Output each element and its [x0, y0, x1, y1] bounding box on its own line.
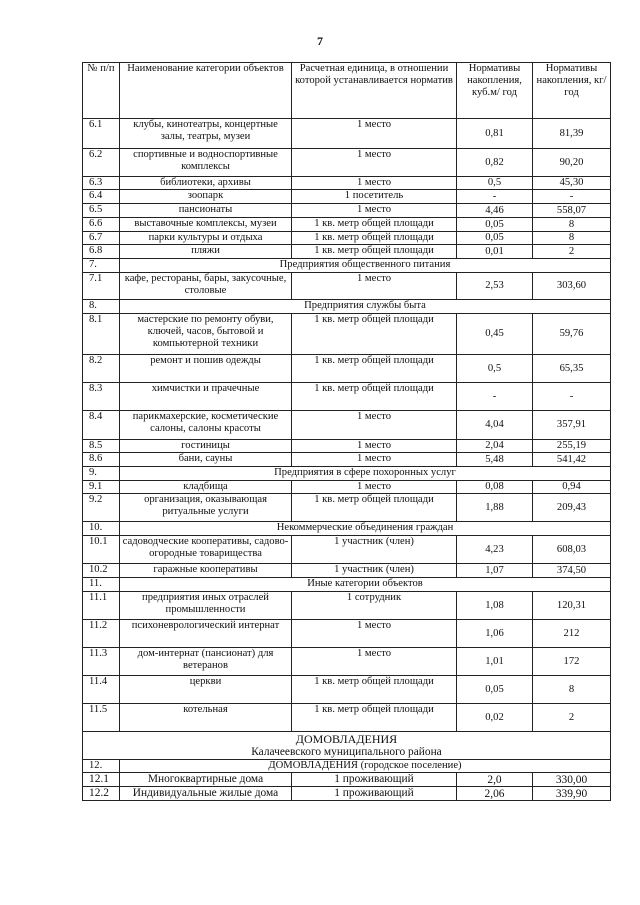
- row-number: 6.3: [83, 177, 120, 190]
- calc-unit: 1 место: [292, 204, 457, 218]
- norm-volume: 2,04: [457, 440, 533, 453]
- calc-unit: 1 место: [292, 273, 457, 300]
- table-row: [83, 536, 611, 564]
- norm-mass: 120,31: [533, 592, 611, 620]
- category-name: садоводческие кооперативы, садово-огородные товарищества: [120, 536, 292, 564]
- row-number: 8.2: [83, 355, 120, 383]
- norm-mass: 172: [533, 648, 611, 676]
- category-name: парикмахерские, косметические салоны, салоны красоты: [120, 411, 292, 440]
- norm-mass: 2: [533, 704, 611, 732]
- table-body: [83, 119, 611, 801]
- calc-unit: 1 место: [292, 119, 457, 149]
- table-row: [83, 648, 611, 676]
- row-number: 6.5: [83, 204, 120, 218]
- banner-title: ДОМОВЛАДЕНИЯ: [295, 732, 398, 746]
- norm-mass: 339,90: [533, 787, 611, 801]
- calc-unit: 1 проживающий: [292, 787, 457, 801]
- norm-volume: 0,05: [457, 232, 533, 245]
- row-number: 10.2: [83, 564, 120, 578]
- norm-mass: 0,94: [533, 481, 611, 494]
- norm-volume: 0,82: [457, 149, 533, 177]
- header-num: № п/п: [83, 63, 120, 119]
- norm-mass: 8: [533, 218, 611, 232]
- banner-cell: [83, 732, 611, 760]
- norm-volume: 0,05: [457, 218, 533, 232]
- norm-volume: 0,45: [457, 314, 533, 355]
- category-name: церкви: [120, 676, 292, 704]
- category-name: пляжи: [120, 245, 292, 259]
- norm-volume: 1,08: [457, 592, 533, 620]
- category-name: спортивные и водноспортивные комплексы: [120, 149, 292, 177]
- category-name: клубы, кинотеатры, концертные залы, театры, музеи: [120, 119, 292, 149]
- category-name: ремонт и пошив одежды: [120, 355, 292, 383]
- table-row: [83, 440, 611, 453]
- category-name: выставочные комплексы, музеи: [120, 218, 292, 232]
- table-row: [83, 411, 611, 440]
- calc-unit: 1 кв. метр общей площади: [292, 314, 457, 355]
- row-number: 11.3: [83, 648, 120, 676]
- section-number: 12.: [83, 760, 120, 773]
- section-title: Иные категории объектов: [120, 578, 611, 592]
- row-number: 9.1: [83, 481, 120, 494]
- section-title: Предприятия службы быта: [120, 300, 611, 314]
- calc-unit: 1 кв. метр общей площади: [292, 704, 457, 732]
- norm-mass: 541,42: [533, 453, 611, 467]
- norm-mass: 212: [533, 620, 611, 648]
- table-row: [83, 676, 611, 704]
- section-title: Предприятия в сфере похоронных услуг: [120, 467, 611, 481]
- calc-unit: 1 место: [292, 453, 457, 467]
- row-number: 6.4: [83, 190, 120, 204]
- norm-mass: 8: [533, 676, 611, 704]
- calc-unit: 1 место: [292, 411, 457, 440]
- row-number: 9.2: [83, 494, 120, 522]
- category-name: мастерские по ремонту обуви, ключей, часов, бытовой и компьютерной техники: [120, 314, 292, 355]
- norm-volume: 0,08: [457, 481, 533, 494]
- category-name: бани, сауны: [120, 453, 292, 467]
- table-row: [83, 204, 611, 218]
- table-row: [83, 773, 611, 787]
- header-unit: Расчетная единица, в отношении которой устанавливается норматив: [292, 63, 457, 119]
- banner-row: [83, 732, 611, 760]
- category-name: котельная: [120, 704, 292, 732]
- calc-unit: 1 сотрудник: [292, 592, 457, 620]
- table-row: [83, 481, 611, 494]
- section-number: 7.: [83, 259, 120, 273]
- calc-unit: 1 место: [292, 648, 457, 676]
- calc-unit: 1 кв. метр общей площади: [292, 245, 457, 259]
- category-name: Многоквартирные дома: [120, 773, 292, 787]
- row-number: 7.1: [83, 273, 120, 300]
- table-row: [83, 190, 611, 204]
- section-number: 9.: [83, 467, 120, 481]
- row-number: 8.1: [83, 314, 120, 355]
- row-number: 8.4: [83, 411, 120, 440]
- calc-unit: 1 проживающий: [292, 773, 457, 787]
- norm-mass: 65,35: [533, 355, 611, 383]
- calc-unit: 1 участник (член): [292, 564, 457, 578]
- banner-subtitle: Калачеевского муниципального района: [251, 746, 442, 758]
- table-row: [83, 787, 611, 801]
- calc-unit: 1 место: [292, 177, 457, 190]
- calc-unit: 1 кв. метр общей площади: [292, 383, 457, 411]
- table-row: [83, 119, 611, 149]
- norm-volume: 4,04: [457, 411, 533, 440]
- norm-mass: -: [533, 190, 611, 204]
- norm-volume: 0,02: [457, 704, 533, 732]
- section-row: [83, 578, 611, 592]
- page-number: 7: [317, 34, 323, 48]
- section-row: [83, 300, 611, 314]
- table-row: [83, 314, 611, 355]
- calc-unit: 1 кв. метр общей площади: [292, 494, 457, 522]
- table-row: [83, 620, 611, 648]
- section-title: ДОМОВЛАДЕНИЯ (городское поселение): [120, 760, 611, 773]
- calc-unit: 1 место: [292, 440, 457, 453]
- calc-unit: 1 место: [292, 620, 457, 648]
- table-header-row: [83, 63, 611, 119]
- row-number: 11.4: [83, 676, 120, 704]
- row-number: 10.1: [83, 536, 120, 564]
- norm-volume: 0,01: [457, 245, 533, 259]
- table-row: [83, 494, 611, 522]
- row-number: 6.6: [83, 218, 120, 232]
- norm-mass: 81,39: [533, 119, 611, 149]
- section-row: [83, 467, 611, 481]
- category-name: зоопарк: [120, 190, 292, 204]
- norm-mass: 608,03: [533, 536, 611, 564]
- category-name: предприятия иных отраслей промышленности: [120, 592, 292, 620]
- category-name: организация, оказывающая ритуальные услуги: [120, 494, 292, 522]
- norm-mass: 2: [533, 245, 611, 259]
- norm-mass: 558,07: [533, 204, 611, 218]
- norm-volume: 1,01: [457, 648, 533, 676]
- norm-volume: 4,46: [457, 204, 533, 218]
- norm-mass: 8: [533, 232, 611, 245]
- norm-mass: 90,20: [533, 149, 611, 177]
- norm-mass: 303,60: [533, 273, 611, 300]
- norm-volume: 0,5: [457, 177, 533, 190]
- table-row: [83, 273, 611, 300]
- header-volume: Нормативы накопления, куб.м/ год: [457, 63, 533, 119]
- category-name: библиотеки, архивы: [120, 177, 292, 190]
- category-name: гаражные кооперативы: [120, 564, 292, 578]
- calc-unit: 1 кв. метр общей площади: [292, 676, 457, 704]
- section-title: Некоммерческие объединения граждан: [120, 522, 611, 536]
- section-number: 8.: [83, 300, 120, 314]
- category-name: психоневрологический интернат: [120, 620, 292, 648]
- table-row: [83, 592, 611, 620]
- section-number: 10.: [83, 522, 120, 536]
- row-number: 12.1: [83, 773, 120, 787]
- category-name: дом-интернат (пансионат) для ветеранов: [120, 648, 292, 676]
- table-row: [83, 149, 611, 177]
- table-row: [83, 218, 611, 232]
- norm-mass: 59,76: [533, 314, 611, 355]
- row-number: 6.8: [83, 245, 120, 259]
- norm-volume: 2,0: [457, 773, 533, 787]
- header-mass: Нормативы накопления, кг/ год: [533, 63, 611, 119]
- header-name: Наименование категории объектов: [120, 63, 292, 119]
- waste-norms-table: [82, 62, 611, 801]
- section-row: [83, 522, 611, 536]
- norm-volume: 0,05: [457, 676, 533, 704]
- calc-unit: 1 кв. метр общей площади: [292, 218, 457, 232]
- section-row: [83, 760, 611, 773]
- table-row: [83, 383, 611, 411]
- category-name: гостиницы: [120, 440, 292, 453]
- section-row: [83, 259, 611, 273]
- category-name: кафе, рестораны, бары, закусочные, столовые: [120, 273, 292, 300]
- row-number: 11.2: [83, 620, 120, 648]
- calc-unit: 1 место: [292, 481, 457, 494]
- table-row: [83, 245, 611, 259]
- norm-volume: -: [457, 383, 533, 411]
- category-name: Индивидуальные жилые дома: [120, 787, 292, 801]
- norm-mass: 330,00: [533, 773, 611, 787]
- norm-mass: -: [533, 383, 611, 411]
- calc-unit: 1 кв. метр общей площади: [292, 355, 457, 383]
- category-name: химчистки и прачечные: [120, 383, 292, 411]
- norm-volume: 1,06: [457, 620, 533, 648]
- row-number: 12.2: [83, 787, 120, 801]
- category-name: пансионаты: [120, 204, 292, 218]
- table-row: [83, 232, 611, 245]
- table-row: [83, 453, 611, 467]
- row-number: 11.5: [83, 704, 120, 732]
- row-number: 8.6: [83, 453, 120, 467]
- norm-mass: 209,43: [533, 494, 611, 522]
- category-name: парки культуры и отдыха: [120, 232, 292, 245]
- norm-volume: 1,88: [457, 494, 533, 522]
- norm-volume: 0,5: [457, 355, 533, 383]
- calc-unit: 1 место: [292, 149, 457, 177]
- calc-unit: 1 участник (член): [292, 536, 457, 564]
- norm-volume: 2,53: [457, 273, 533, 300]
- row-number: 8.3: [83, 383, 120, 411]
- row-number: 6.2: [83, 149, 120, 177]
- norm-mass: 45,30: [533, 177, 611, 190]
- norm-volume: 0,81: [457, 119, 533, 149]
- norm-volume: 1,07: [457, 564, 533, 578]
- row-number: 6.1: [83, 119, 120, 149]
- row-number: 8.5: [83, 440, 120, 453]
- table-row: [83, 355, 611, 383]
- norm-mass: 357,91: [533, 411, 611, 440]
- norm-mass: 255,19: [533, 440, 611, 453]
- category-name: кладбища: [120, 481, 292, 494]
- table-row: [83, 177, 611, 190]
- norm-volume: 2,06: [457, 787, 533, 801]
- norm-volume: 4,23: [457, 536, 533, 564]
- norm-mass: 374,50: [533, 564, 611, 578]
- row-number: 6.7: [83, 232, 120, 245]
- calc-unit: 1 посетитель: [292, 190, 457, 204]
- section-title: Предприятия общественного питания: [120, 259, 611, 273]
- table-row: [83, 564, 611, 578]
- section-number: 11.: [83, 578, 120, 592]
- calc-unit: 1 кв. метр общей площади: [292, 232, 457, 245]
- row-number: 11.1: [83, 592, 120, 620]
- norm-volume: -: [457, 190, 533, 204]
- norm-volume: 5,48: [457, 453, 533, 467]
- table-row: [83, 704, 611, 732]
